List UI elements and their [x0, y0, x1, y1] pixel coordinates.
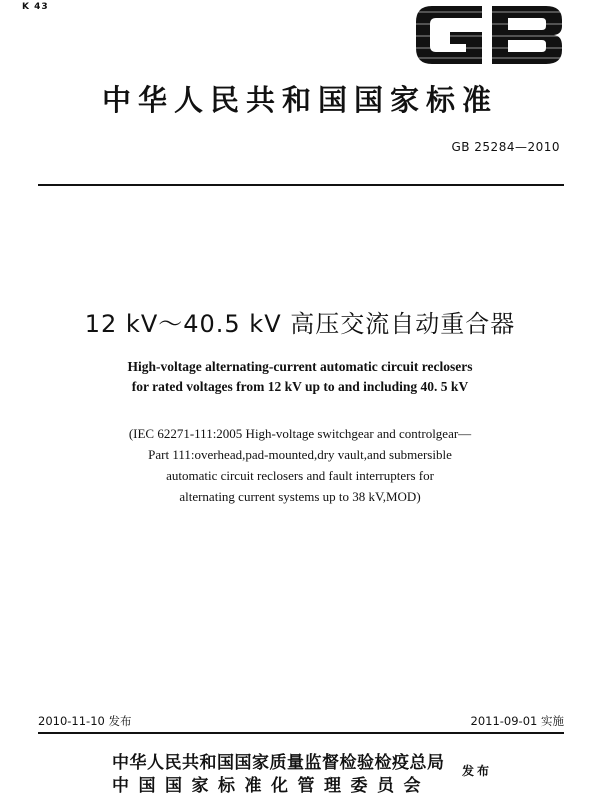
bottom-divider [38, 732, 564, 734]
document-title-chinese: 12 kV～40.5 kV 高压交流自动重合器 [84, 310, 516, 338]
iec-reference [0, 423, 600, 507]
document-title-english [0, 357, 600, 397]
issuer-aqsiq: 中华人民共和国国家质量监督检验检疫总局 [112, 753, 445, 773]
publish-label: 发布 [462, 764, 493, 778]
ics-code: K 43 [22, 2, 49, 12]
reference-line-2: Part 111:overhead,pad-mounted,dry vault,and submersible [148, 447, 452, 462]
title-english-line-1: High-voltage alternating-current automatic circuit reclosers [127, 359, 473, 374]
gb-logo [410, 0, 568, 70]
issue-date: 2010-11-10 发布 [38, 714, 132, 728]
top-divider [38, 184, 564, 186]
title-english-line-2: for rated voltages from 12 kV up to and including 40. 5 kV [131, 379, 469, 394]
standard-number: GB 25284—2010 [451, 140, 560, 154]
reference-line-1: (IEC 62271-111:2005 High-voltage switchgear and controlgear— [128, 426, 472, 441]
implementation-date: 2011-09-01 实施 [470, 714, 564, 728]
reference-line-4: alternating current systems up to 38 kV,MOD) [179, 489, 421, 504]
country-standard-title: 中华人民共和国国家标准 [101, 83, 498, 117]
issuer-sac: 中国国家标准化管理委员会 [112, 776, 430, 796]
reference-line-3: automatic circuit reclosers and fault interrupters for [166, 468, 434, 483]
